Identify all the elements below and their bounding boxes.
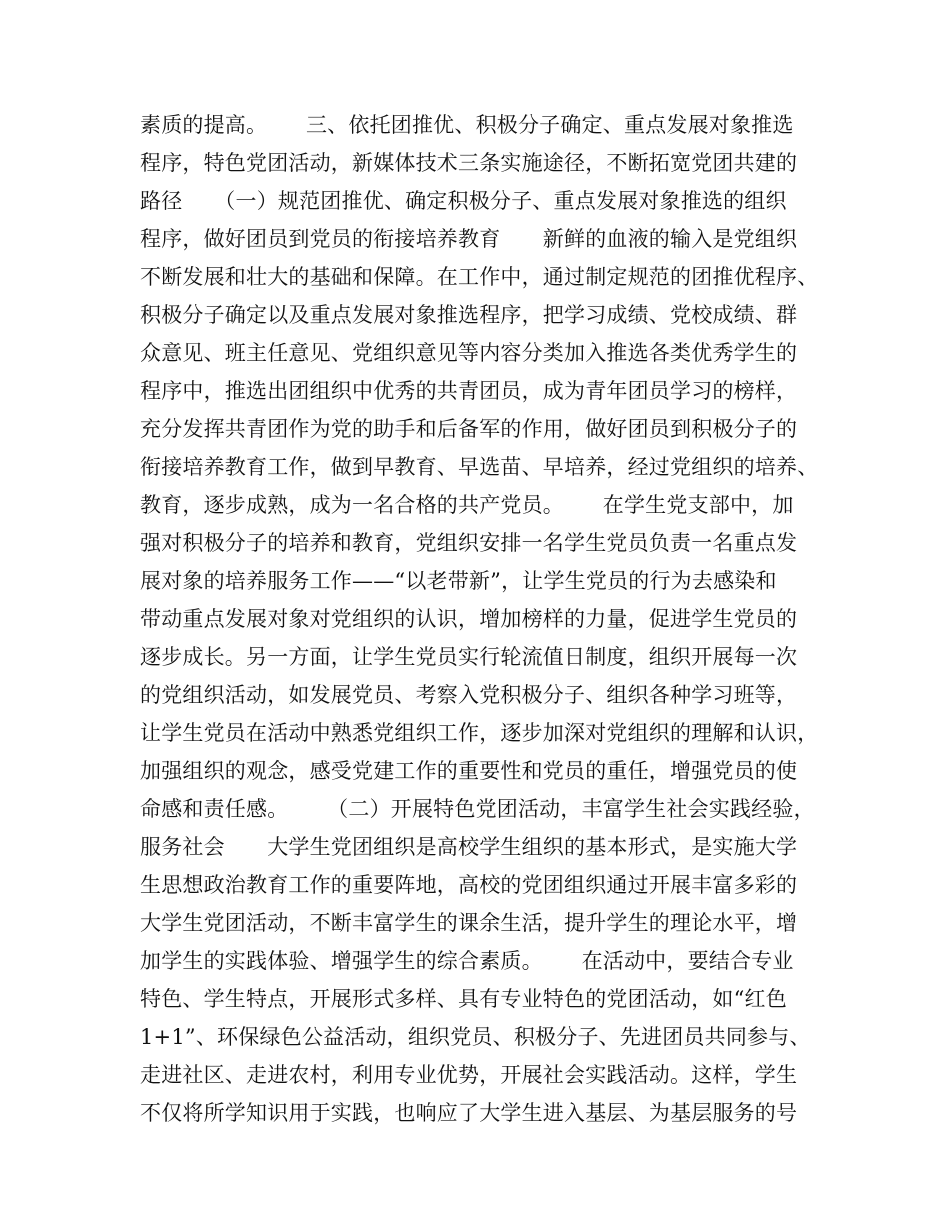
text-line: 程序中，推选出团组织中优秀的共青团员，成为青年团员学习的榜样，: [140, 379, 798, 403]
text-line: 的党组织活动，如发展党员、考察入党积极分子、组织各种学习班等，: [140, 683, 798, 707]
text-line: 带动重点发展对象对党组织的认识，增加榜样的力量，促进学生党员的: [140, 607, 798, 631]
text-line: 不断发展和壮大的基础和保障。在工作中，通过制定规范的团推优程序、: [140, 265, 819, 289]
text-line: 程序，特色党团活动，新媒体技术三条实施途径，不断拓宽党团共建的: [140, 151, 798, 175]
text-line: 特色、学生特点，开展形式多样、具有专业特色的党团活动，如“红色: [140, 987, 787, 1011]
text-line: 服务社会 大学生党团组织是高校学生组织的基本形式，是实施大学: [140, 835, 798, 859]
text-line: 素质的提高。 三、依托团推优、积极分子确定、重点发展对象推选: [140, 113, 794, 137]
text-line: 让学生党员在活动中熟悉党组织工作，逐步加深对党组织的理解和认识，: [140, 721, 819, 745]
text-line: 生思想政治教育工作的重要阵地，高校的党团组织通过开展丰富多彩的: [140, 873, 798, 897]
text-line: 积极分子确定以及重点发展对象推选程序，把学习成绩、党校成绩、群: [140, 303, 798, 327]
text-line: 大学生党团活动，不断丰富学生的课余生活，提升学生的理论水平，增: [140, 911, 798, 935]
text-line: 逐步成长。另一方面，让学生党员实行轮流值日制度，组织开展每一次: [140, 645, 798, 669]
text-line: 加学生的实践体验、增强学生的综合素质。 在活动中，要结合专业: [140, 949, 794, 973]
body-text: [140, 106, 840, 1132]
text-line: 强对积极分子的培养和教育，党组织安排一名学生党员负责一名重点发: [140, 531, 798, 555]
text-line: 众意见、班主任意见、党组织意见等内容分类加入推选各类优秀学生的: [140, 341, 798, 365]
text-line: 不仅将所学知识用于实践，也响应了大学生进入基层、为基层服务的号: [140, 1101, 798, 1125]
text-line: 1+1”、环保绿色公益活动，组织党员、积极分子、先进团员共同参与、: [140, 1025, 811, 1049]
text-line: 程序，做好团员到党员的衔接培养教育 新鲜的血液的输入是党组织: [140, 227, 798, 251]
text-line: 衔接培养教育工作，做到早教育、早选苗、早培养，经过党组织的培养、: [140, 455, 819, 479]
text-line: 命感和责任感。 （二）开展特色党团活动，丰富学生社会实践经验，: [140, 797, 815, 821]
text-line: 展对象的培养服务工作——“以老带新”，让学生党员的行为去感染和: [140, 569, 777, 593]
text-line: 路径 （一）规范团推优、确定积极分子、重点发展对象推选的组织: [140, 189, 787, 213]
text-line: 加强组织的观念，感受党建工作的重要性和党员的重任，增强党员的使: [140, 759, 798, 783]
text-line: 走进社区、走进农村，利用专业优势，开展社会实践活动。这样，学生: [140, 1063, 798, 1087]
text-line: 充分发挥共青团作为党的助手和后备军的作用，做好团员到积极分子的: [140, 417, 798, 441]
text-line: 教育，逐步成熟，成为一名合格的共产党员。 在学生党支部中，加: [140, 493, 794, 517]
